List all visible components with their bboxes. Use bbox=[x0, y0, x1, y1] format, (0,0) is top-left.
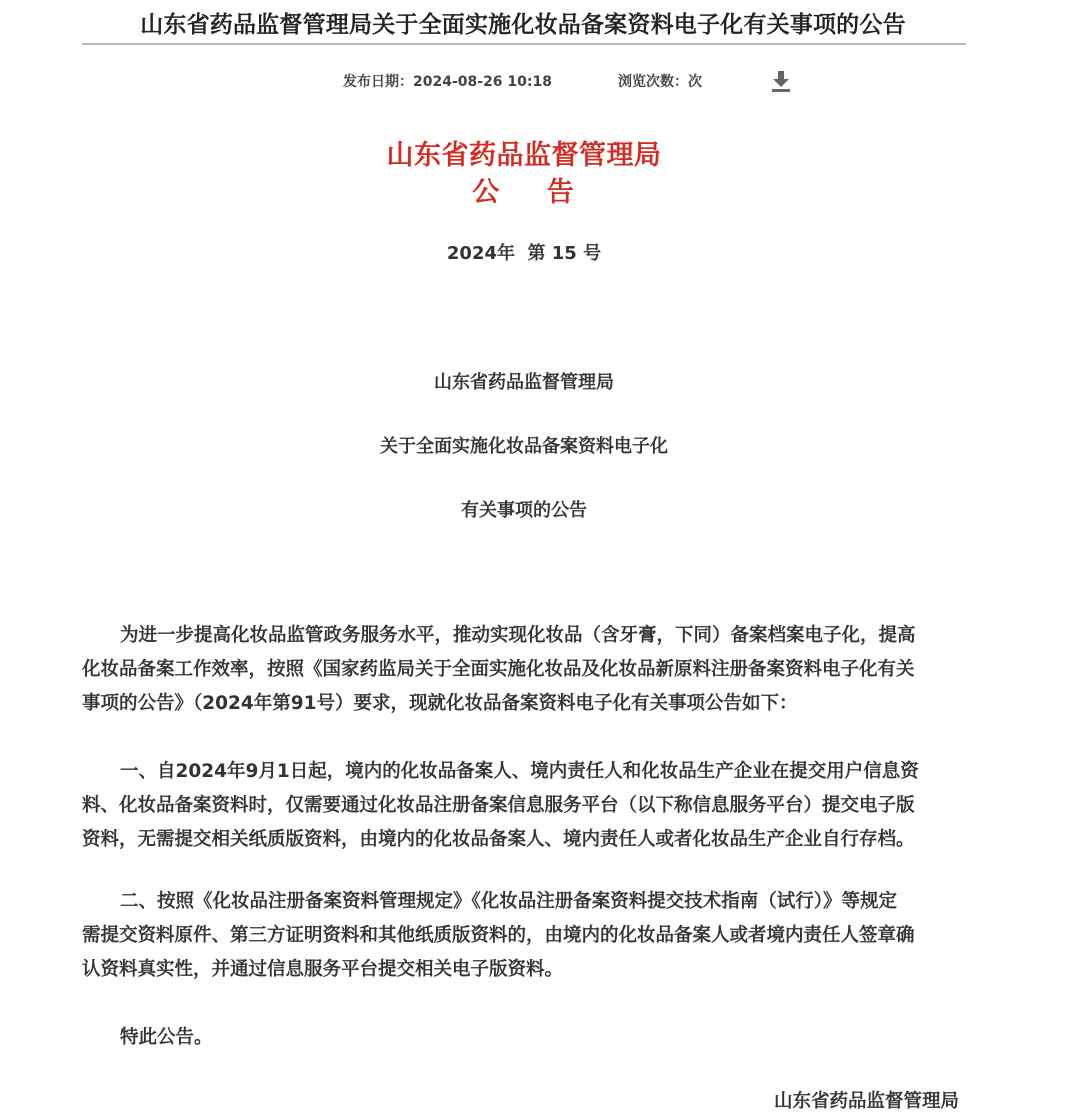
paragraph-line: 一、自2024年9月1日起，境内的化妆品备案人、境内责任人和化妆品生产企业在提交用户信息资 bbox=[120, 761, 919, 782]
doc-title-line-3: 有关事项的公告 bbox=[461, 500, 587, 521]
paragraph-line: 事项的公告》（2024年第91号）要求，现就化妆品备案资料电子化有关事项公告如下： bbox=[82, 693, 798, 714]
paragraph-line: 料、化妆品备案资料时，仅需要通过化妆品注册备案信息服务平台（以下称信息服务平台）提交电子版 bbox=[82, 795, 915, 816]
paragraph-line: 二、按照《化妆品注册备案资料管理规定》《化妆品注册备案资料提交技术指南（试行）》等规定 bbox=[120, 891, 898, 912]
download-icon[interactable] bbox=[770, 70, 792, 94]
paragraph-line: 认资料真实性，并通过信息服务平台提交相关电子版资料。 bbox=[82, 959, 564, 980]
notice-number: 2024年 第 15 号 bbox=[446, 243, 602, 264]
paragraph-item-2 bbox=[82, 885, 962, 987]
paragraph-line: 需提交资料原件、第三方证明资料和其他纸质版资料的，由境内的化妆品备案人或者境内责任人签章确 bbox=[82, 925, 915, 946]
paragraph-line: 为进一步提高化妆品监管政务服务水平，推动实现化妆品（含牙膏，下同）备案档案电子化，提高 bbox=[120, 625, 916, 646]
paragraph-line: 化妆品备案工作效率，按照《国家药监局关于全面实施化妆品及化妆品新原料注册备案资料电子化有关 bbox=[82, 659, 915, 680]
signature-agency: 山东省药品监督管理局 bbox=[774, 1091, 960, 1112]
publish-date: 发布日期：2024-08-26 10:18 bbox=[343, 74, 552, 90]
doc-title-line-1: 山东省药品监督管理局 bbox=[434, 372, 614, 393]
view-count: 浏览次数：次 bbox=[618, 74, 702, 90]
paragraph-line: 资料，无需提交相关纸质版资料，由境内的化妆品备案人、境内责任人或者化妆品生产企业自行存档。 bbox=[82, 829, 915, 850]
page-title: 山东省药品监督管理局关于全面实施化妆品备案资料电子化有关事项的公告 bbox=[140, 12, 906, 38]
title-divider bbox=[82, 43, 966, 45]
agency-name-header: 山东省药品监督管理局 bbox=[386, 140, 662, 171]
notice-header: 公 告 bbox=[472, 177, 576, 208]
paragraph-item-1 bbox=[82, 755, 962, 857]
paragraph-closing bbox=[82, 1021, 962, 1055]
paragraph-intro bbox=[82, 619, 962, 721]
paragraph-line: 特此公告。 bbox=[120, 1027, 213, 1048]
doc-title-line-2: 关于全面实施化妆品备案资料电子化 bbox=[380, 436, 668, 457]
